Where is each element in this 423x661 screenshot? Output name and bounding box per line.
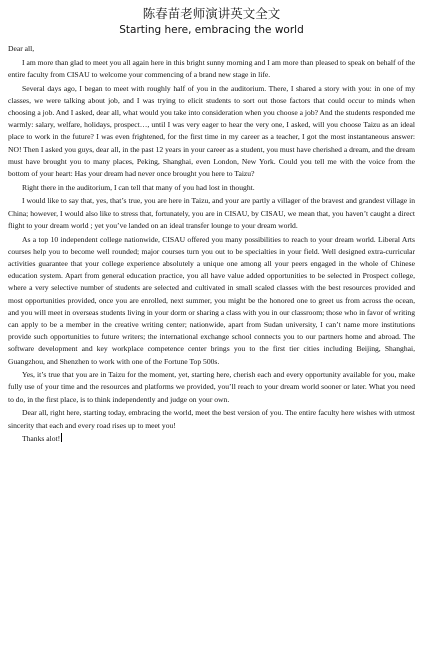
document-body [8,43,415,446]
paragraph-wishes: Dear all, right here, starting today, embracing the world, meet the best version of you. The entire faculty here wishes with utmost sincerity that each and every road rises up to meet you! [8,408,415,430]
paragraph-story: Several days ago, I began to meet with roughly half of you in the auditorium. There, I shared a story with you: in one of my classes, we were talking about job, and I was trying to elicit students to sort out those factors that could occur to minds when choosing a job. And I asked, dear all, what would you take into consideration when you choose a job? And the students responded me warmly: salary, welfare, holidays, prospect…, until I was very eager to hear the very one, I asked, will you choose Taizu as an ideal place to work in the future? I was even frightened, for the first time in my career as a teacher, I got the most instantaneous answer: NO! Then I asked you guys, dear all, in the past 12 years in your career as a student, you must have cherished a dream, and the dream must have brought you to many places, Peking, Shanghai, even London, New York. Could you tell me with the voice from the bottom of your heart: Has your dream had never once brought you here to Taizu? [8,83,415,179]
closing-line [8,433,415,445]
paragraph-taizu: I would like to say that, yes, that’s true, you are here in Taizu, and your are partly a villager of the bravest and grandest village in China; however, I would also like to stress that, fortunately, you are in CISAU, by CISAU, we mean that, you haven’t caught a direct flight to your dream world ; yet you’ve landed on an ideal transfer lounge to your dream world. [8,196,415,230]
paragraph-auditorium: Right there in the auditorium, I can tell that many of you had lost in thought. [22,182,255,192]
document-subtitle: Starting here, embracing the world [119,24,304,36]
greeting: Dear all, [8,44,35,53]
paragraph-cisau-opportunities: As a top 10 independent college nationwide, CISAU offered you many possibilities to reach to your dream world. Liberal Arts courses help you to become well rounded; major courses turn you out to be specialties in your field. Well designed extra-curricular activities guarantee that your college experience absolutely a unique one among all your peers engaged in the whole of Chinese education system. Apart from general education practice, you all have value added opportunities to be selected in Prospect college, where a very selective number of students are selected and cultivated in small scaled classes with the best resources provided and most opportunities provided, once you are enrolled, next summer, you might be the honored one to greet us from across the ocean, and you will meet in overseas students living in your dorm or sharing a class with you in our classroom; those who in favor of writing can apply to be a member in the creative writing center; nationwide, apart from Sudan university, I can’t name more institutions provide such opportunities to future writers; the international exchange school connects you to our partners home and abroad. The software development and key workplace competence center brings you to the first tier cities including Beijing, Shanghai, Guangzhou, and Shenzhen to work with one of the Fortune Top 500s. [8,234,415,366]
text-cursor [61,433,62,442]
document-title: 陈春苗老师演讲英文全文 [142,6,281,21]
paragraph-welcome: I am more than glad to meet you all again here in this bright sunny morning and I am more than pleased to speak on behalf of the entire faculty from CISAU to welcome your commencing of a brand new stage in life. [8,57,415,79]
closing-text: Thanks alot! [22,434,61,444]
paragraph-cherish: Yes, it’s true that you are in Taizu for the moment, yet, starting here, cherish each and every opportunity available for you, make fully use of your time and the resources and platforms we provided, you’ll reach to your dream world sooner or later. What you need to do, in the first place, is to think independently and judge on your own. [8,370,415,404]
